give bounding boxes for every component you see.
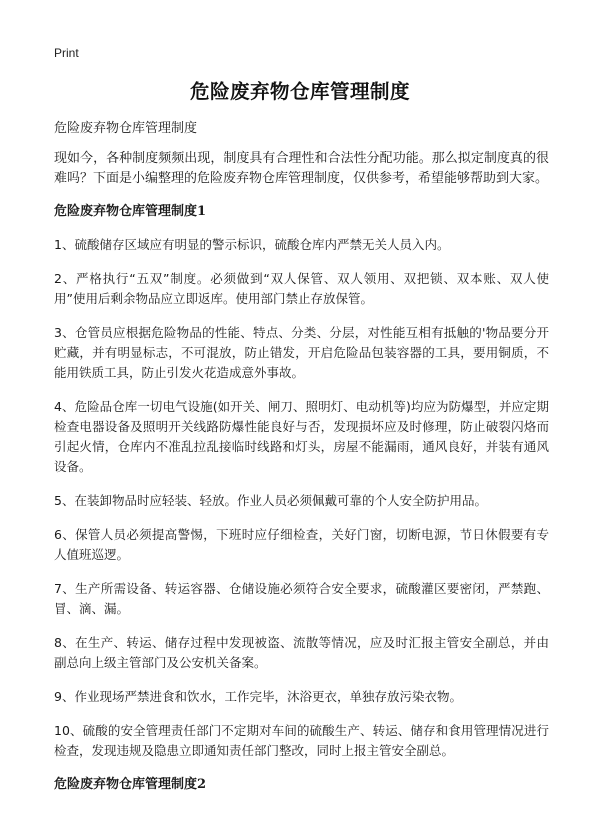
rule-item-4: 4、危险品仓库一切电气设施(如开关、闸刀、照明灯、电动机等)均应为防爆型，并应定期检查电器设备及照明开关线路防爆性能良好与否，发现损坏应及时修理，防止破裂闪烙而引起火情，仓库内不准乱拉乱接临时线路和灯头，房屋不能漏雨，通风良好，并装有通风设备。 [54, 399, 549, 474]
document-body [54, 119, 549, 808]
intro-paragraph: 现如今，各种制度频频出现，制度具有合理性和合法性分配功能。那么拟定制度真的很难吗？下面是小编整理的危险废弃物仓库管理制度，仅供参考，希望能够帮助到大家。 [54, 151, 549, 186]
rule-item-3: 3、仓管员应根据危险物品的性能、特点、分类、分层，对性能互相有抵触的'物品要分开贮藏，并有明显标志，不可混放，防止错发，开启危险品包装容器的工具，要用铜质，不能用铁质工具，防止引发火花造成意外事故。 [54, 325, 549, 380]
rule-item-2: 2、严格执行“五双”制度。必须做到“双人保管、双人领用、双把锁、双本账、双人使用”使用后剩余物品应立即返库。使用部门禁止存放保管。 [54, 271, 549, 306]
print-label: Print [54, 46, 79, 60]
page-title: 危险废弃物仓库管理制度 [189, 80, 410, 103]
rule-item-8: 8、在生产、转运、储存过程中发现被盗、流散等情况，应及时汇报主管安全副总，并由副总向上级主管部门及公安机关备案。 [54, 635, 549, 670]
rule-item-7: 7、生产所需设备、转运容器、仓储设施必须符合安全要求，硫酸灌区要密闭，严禁跑、冒、滴、漏。 [54, 581, 549, 616]
rule-item-6: 6、保管人员必须提高警惕，下班时应仔细检查，关好门窗，切断电源，节日休假要有专人值班巡逻。 [54, 527, 549, 562]
rule-item-9: 9、作业现场严禁进食和饮水，工作完毕，沐浴更衣，单独存放污染衣物。 [54, 689, 462, 704]
rule-item-5: 5、在装卸物品时应轻装、轻放。作业人员必须佩戴可靠的个人安全防护用品。 [54, 493, 487, 508]
rule-item-10: 10、硫酸的安全管理责任部门不定期对车间的硫酸生产、转运、储存和食用管理情况进行检查，发现违规及隐患立即通知责任部门整改，同时上报主管安全副总。 [54, 723, 549, 758]
section-heading-1: 危险废弃物仓库管理制度1 [54, 204, 207, 219]
rule-item-1: 1、硫酸储存区域应有明显的警示标识，硫酸仓库内严禁无关人员入内。 [54, 237, 450, 252]
section-heading-2: 危险废弃物仓库管理制度2 [54, 777, 207, 792]
document-subtitle: 危险废弃物仓库管理制度 [54, 121, 198, 136]
